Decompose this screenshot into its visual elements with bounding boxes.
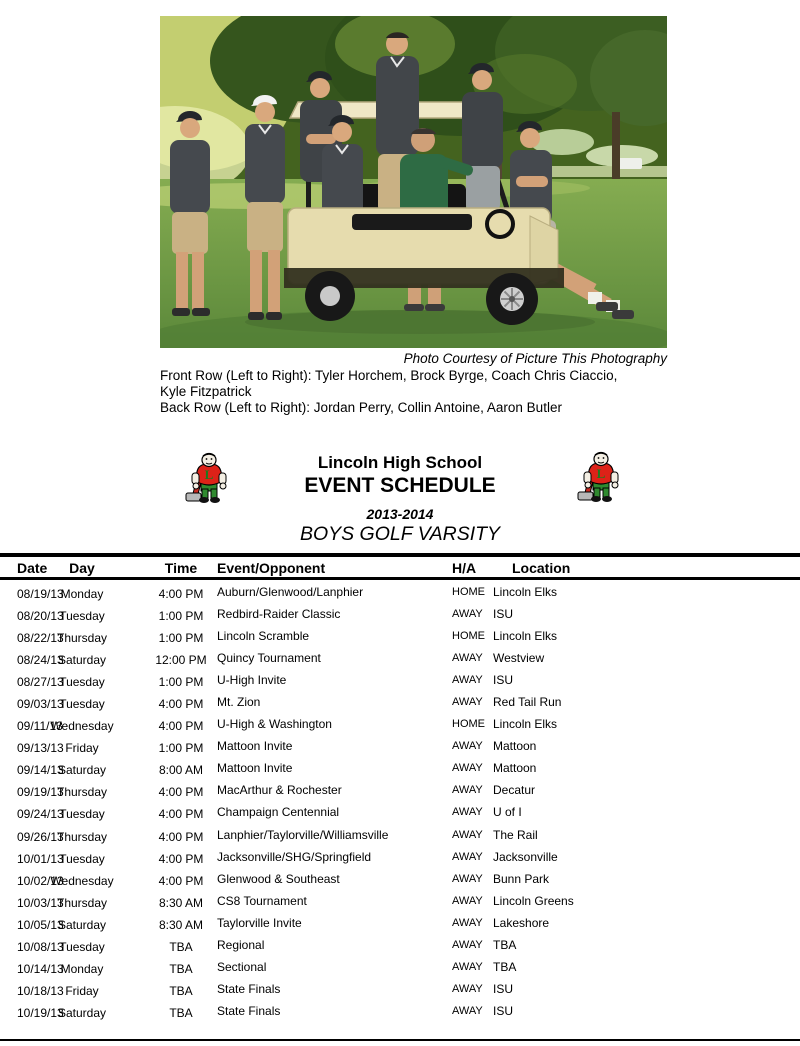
cell-day: Wednesday bbox=[50, 719, 114, 734]
cell-day: Saturday bbox=[57, 763, 107, 778]
cell-ha: HOME bbox=[452, 586, 485, 599]
cell-date: 10/05/13 bbox=[17, 917, 64, 932]
cell-location: The Rail bbox=[493, 827, 538, 842]
cell-date: 08/19/13 bbox=[17, 587, 64, 602]
cell-day: Thursday bbox=[56, 785, 108, 800]
cell-ha: AWAY bbox=[452, 806, 483, 819]
cell-ha: HOME bbox=[452, 718, 485, 731]
cell-event: Lanphier/Taylorville/Williamsville bbox=[217, 827, 389, 842]
cell-location: Lakeshore bbox=[493, 915, 550, 930]
bottom-rule bbox=[0, 1039, 800, 1041]
cell-location: Mattoon bbox=[493, 761, 537, 776]
cell-time: 12:00 PM bbox=[155, 653, 207, 668]
cell-ha: AWAY bbox=[452, 828, 483, 841]
svg-text:L: L bbox=[596, 466, 606, 481]
cell-date: 09/24/13 bbox=[17, 807, 64, 822]
cell-location: Jacksonville bbox=[493, 849, 558, 864]
cell-event: Glenwood & Southeast bbox=[217, 871, 340, 886]
cell-ha: AWAY bbox=[452, 872, 483, 885]
cell-day: Saturday bbox=[57, 653, 107, 668]
cell-time: 1:00 PM bbox=[158, 631, 204, 646]
cell-event: Auburn/Glenwood/Lanphier bbox=[217, 585, 364, 600]
cell-day: Tuesday bbox=[59, 939, 105, 954]
cell-time: 8:00 AM bbox=[158, 763, 204, 778]
cell-event: Sectional bbox=[217, 959, 267, 974]
schedule-row bbox=[0, 715, 800, 737]
schedule-row bbox=[0, 759, 800, 781]
column-header-date: Date bbox=[17, 560, 48, 576]
cell-event: Jacksonville/SHG/Springfield bbox=[217, 849, 372, 864]
cell-day: Tuesday bbox=[59, 609, 105, 624]
schedule-row bbox=[0, 693, 800, 715]
cell-time: 4:00 PM bbox=[158, 719, 204, 734]
cell-time: 4:00 PM bbox=[158, 697, 204, 712]
cell-time: TBA bbox=[169, 939, 193, 954]
cell-day: Thursday bbox=[56, 829, 108, 844]
column-header-day: Day bbox=[69, 560, 95, 576]
cell-ha: AWAY bbox=[452, 652, 483, 665]
cell-date: 10/19/13 bbox=[17, 1005, 64, 1020]
team-photo-illustration bbox=[160, 16, 667, 348]
schedule-row bbox=[0, 737, 800, 759]
cell-location: Bunn Park bbox=[493, 871, 550, 886]
cell-location: U of I bbox=[493, 805, 522, 820]
schedule-row bbox=[0, 781, 800, 803]
schedule-table-body bbox=[0, 583, 800, 1024]
cell-event: Taylorville Invite bbox=[217, 915, 302, 930]
cell-event: MacArthur & Rochester bbox=[217, 783, 342, 798]
cell-ha: AWAY bbox=[452, 894, 483, 907]
cell-ha: AWAY bbox=[452, 762, 483, 775]
cell-location: Red Tail Run bbox=[493, 695, 562, 710]
cell-time: 4:00 PM bbox=[158, 851, 204, 866]
cell-date: 08/22/13 bbox=[17, 631, 64, 646]
cell-location: ISU bbox=[493, 607, 514, 622]
cell-date: 09/26/13 bbox=[17, 829, 64, 844]
column-header-time: Time bbox=[164, 560, 198, 576]
cell-date: 10/02/13 bbox=[17, 873, 64, 888]
schedule-row bbox=[0, 958, 800, 980]
cell-event: Mattoon Invite bbox=[217, 761, 293, 776]
cell-ha: AWAY bbox=[452, 608, 483, 621]
cell-time: 4:00 PM bbox=[158, 829, 204, 844]
cell-day: Saturday bbox=[57, 917, 107, 932]
cell-time: 1:00 PM bbox=[158, 675, 204, 690]
cell-day: Thursday bbox=[56, 895, 108, 910]
cell-ha: AWAY bbox=[452, 674, 483, 687]
cell-time: 1:00 PM bbox=[158, 741, 204, 756]
cell-date: 10/01/13 bbox=[17, 851, 64, 866]
cell-time: 8:30 AM bbox=[158, 895, 204, 910]
cell-time: TBA bbox=[169, 1005, 193, 1020]
cell-event: Lincoln Scramble bbox=[217, 629, 310, 644]
cell-time: TBA bbox=[169, 983, 193, 998]
cell-day: Thursday bbox=[56, 631, 108, 646]
cell-event: CS8 Tournament bbox=[217, 893, 307, 908]
cell-event: Champaign Centennial bbox=[217, 805, 340, 820]
season-label: 2013-2014 bbox=[366, 506, 434, 522]
column-header-event: Event/Opponent bbox=[217, 560, 326, 576]
cell-ha: AWAY bbox=[452, 696, 483, 709]
cell-day: Tuesday bbox=[59, 807, 105, 822]
cell-date: 08/24/13 bbox=[17, 653, 64, 668]
cell-date: 10/03/13 bbox=[17, 895, 64, 910]
school-name: Lincoln High School bbox=[317, 453, 483, 472]
cell-date: 09/13/13 bbox=[17, 741, 64, 756]
cell-time: 8:30 AM bbox=[158, 917, 204, 932]
cell-ha: AWAY bbox=[452, 850, 483, 863]
cell-time: 4:00 PM bbox=[158, 807, 204, 822]
cell-day: Tuesday bbox=[59, 697, 105, 712]
schedule-table-header bbox=[0, 553, 800, 580]
cell-location: Lincoln Elks bbox=[493, 585, 558, 600]
schedule-row bbox=[0, 1002, 800, 1024]
cell-time: 4:00 PM bbox=[158, 587, 204, 602]
schedule-row bbox=[0, 892, 800, 914]
cell-event: State Finals bbox=[217, 1003, 281, 1018]
cell-date: 09/19/13 bbox=[17, 785, 64, 800]
cell-event: U-High & Washington bbox=[217, 717, 332, 732]
cell-date: 10/14/13 bbox=[17, 961, 64, 976]
cell-event: Regional bbox=[217, 937, 265, 952]
cell-ha: HOME bbox=[452, 630, 485, 643]
cell-day: Wednesday bbox=[50, 873, 114, 888]
cell-day: Friday bbox=[65, 741, 99, 756]
team-title: BOYS GOLF VARSITY bbox=[299, 523, 501, 545]
cell-day: Monday bbox=[60, 961, 104, 976]
schedule-row bbox=[0, 848, 800, 870]
cell-date: 08/20/13 bbox=[17, 609, 64, 624]
svg-text:L: L bbox=[204, 467, 214, 482]
schedule-row bbox=[0, 870, 800, 892]
cell-time: 1:00 PM bbox=[158, 609, 204, 624]
cell-day: Monday bbox=[60, 587, 104, 602]
cell-ha: AWAY bbox=[452, 982, 483, 995]
cell-day: Tuesday bbox=[59, 851, 105, 866]
cell-event: Mt. Zion bbox=[217, 695, 261, 710]
cell-date: 08/27/13 bbox=[17, 675, 64, 690]
schedule-row bbox=[0, 914, 800, 936]
cell-time: 4:00 PM bbox=[158, 785, 204, 800]
cell-location: Mattoon bbox=[493, 739, 537, 754]
cell-event: Quincy Tournament bbox=[217, 651, 321, 666]
schedule-row bbox=[0, 671, 800, 693]
cell-event: Redbird-Raider Classic bbox=[217, 607, 341, 622]
team-photo bbox=[160, 16, 667, 348]
cell-location: TBA bbox=[493, 959, 517, 974]
schedule-row bbox=[0, 583, 800, 605]
page-title: EVENT SCHEDULE bbox=[304, 474, 496, 497]
cell-date: 10/08/13 bbox=[17, 939, 64, 954]
schedule-row bbox=[0, 980, 800, 1002]
cell-date: 10/18/13 bbox=[17, 983, 64, 998]
schedule-row bbox=[0, 649, 800, 671]
cell-location: Lincoln Elks bbox=[493, 629, 558, 644]
cell-day: Saturday bbox=[57, 1005, 107, 1020]
cell-location: ISU bbox=[493, 1003, 514, 1018]
column-header-ha: H/A bbox=[452, 560, 477, 576]
cell-ha: AWAY bbox=[452, 938, 483, 951]
cell-event: U-High Invite bbox=[217, 673, 287, 688]
caption-front-row-cont: Kyle Fitzpatrick bbox=[160, 384, 252, 399]
caption-front-row: Front Row (Left to Right): Tyler Horchem, Brock Byrge, Coach Chris Ciaccio, bbox=[160, 368, 618, 383]
caption-back-row: Back Row (Left to Right): Jordan Perry, Collin Antoine, Aaron Butler bbox=[160, 400, 562, 415]
schedule-row bbox=[0, 627, 800, 649]
cell-time: 4:00 PM bbox=[158, 873, 204, 888]
cell-ha: AWAY bbox=[452, 916, 483, 929]
cell-day: Tuesday bbox=[59, 675, 105, 690]
cell-date: 09/14/13 bbox=[17, 763, 64, 778]
cell-date: 09/03/13 bbox=[17, 697, 64, 712]
cell-location: TBA bbox=[493, 937, 517, 952]
cell-date: 09/11/13 bbox=[17, 719, 63, 734]
cell-day: Friday bbox=[65, 983, 99, 998]
cell-event: Mattoon Invite bbox=[217, 739, 293, 754]
cell-event: State Finals bbox=[217, 981, 281, 996]
cell-time: TBA bbox=[169, 961, 193, 976]
cell-location: ISU bbox=[493, 673, 514, 688]
schedule-row bbox=[0, 605, 800, 627]
cell-location: Lincoln Elks bbox=[493, 717, 558, 732]
cell-ha: AWAY bbox=[452, 784, 483, 797]
schedule-row bbox=[0, 803, 800, 825]
column-header-location: Location bbox=[512, 560, 571, 576]
cell-ha: AWAY bbox=[452, 740, 483, 753]
cell-location: Westview bbox=[493, 651, 545, 666]
cell-ha: AWAY bbox=[452, 960, 483, 973]
cell-location: Lincoln Greens bbox=[493, 893, 574, 908]
cell-location: Decatur bbox=[493, 783, 536, 798]
schedule-row bbox=[0, 936, 800, 958]
cell-ha: AWAY bbox=[452, 1004, 483, 1017]
photo-credit: Photo Courtesy of Picture This Photography bbox=[403, 351, 667, 366]
cell-location: ISU bbox=[493, 981, 514, 996]
schedule-row bbox=[0, 826, 800, 848]
